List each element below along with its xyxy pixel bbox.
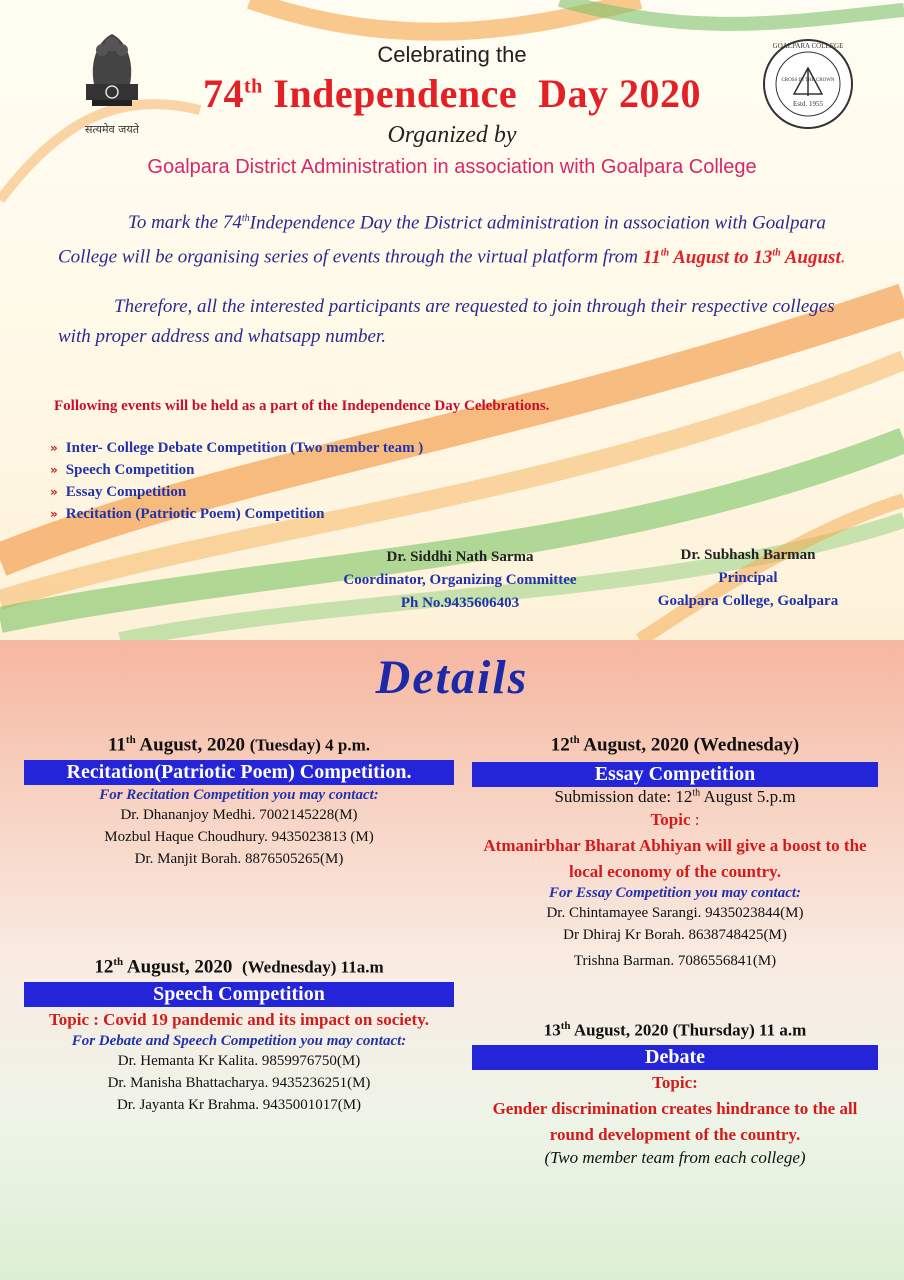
essay-title-bar: Essay Competition [472, 762, 878, 787]
bullet-icon: » [50, 441, 58, 455]
topic-label: Topic [650, 810, 691, 830]
signatory-phone: Ph No.9435606403 [400, 595, 520, 611]
events-heading: Following events will be held as a part of the Independence Day Celebrations. [54, 398, 550, 414]
submission-a: Submission date: 12 [554, 787, 693, 807]
essay-block [472, 734, 878, 972]
submission-sup: th [692, 787, 701, 799]
topic-colon: : [690, 810, 700, 830]
recitation-date [24, 734, 454, 756]
debate-block [472, 1020, 878, 1168]
seal-estd: Estd. 1955 [793, 100, 823, 108]
event-label: Essay Competition [65, 484, 187, 500]
association-line: Goalpara District Administration in association with Goalpara College [147, 156, 757, 178]
speech-topic: Topic : Covid 19 pandemic and its impact on society. [48, 1010, 430, 1030]
bullet-icon: » [50, 507, 58, 521]
bullet-icon: » [50, 485, 58, 499]
contact-line: Mozbul Haque Choudhury. 9435023813 (M) [104, 829, 374, 846]
date-range [643, 247, 841, 268]
speech-title-bar: Speech Competition [24, 982, 454, 1007]
signatory-name: Dr. Subhash Barman [680, 547, 816, 563]
intro-p1-end: . [840, 246, 846, 268]
date-range-b: August to 13 [669, 246, 773, 268]
recitation-block [24, 734, 454, 870]
recitation-contact-heading: For Recitation Competition you may contact: [99, 787, 379, 804]
essay-topic: Atmanirbhar Bharat Abhiyan will give a boost to the local economy of the country. [483, 836, 867, 882]
event-item [50, 440, 423, 457]
contact-line: Dr. Manjit Borah. 8876505265(M) [134, 851, 344, 868]
signatory-principal [628, 544, 868, 613]
event-label: Recitation (Patriotic Poem) Competition [65, 506, 325, 522]
debate-topic-label: Topic: [652, 1072, 698, 1092]
date-sup: th [560, 1020, 571, 1032]
organized-by: Organized by [387, 122, 517, 148]
essay-contact-heading: For Essay Competition you may contact: [548, 885, 802, 902]
date-day-num: 12 [94, 956, 114, 978]
recitation-title-bar: Recitation(Patriotic Poem) Competition. [24, 760, 454, 785]
signatory-role: Principal [718, 570, 778, 586]
intro-p1-a: To mark the 74 [128, 212, 242, 234]
details-heading: Details [375, 651, 529, 704]
event-label: Inter- College Debate Competition (Two member team ) [65, 440, 424, 456]
celebrating-text: Celebrating the [377, 42, 527, 67]
debate-topic: Gender discrimination creates hindrance to the all round development of the country. [492, 1098, 858, 1144]
date-text: August, 2020 [123, 956, 242, 978]
signatory-coordinator [300, 546, 620, 615]
speech-block [24, 956, 454, 1116]
date-text: August, 2020 (Wednesday) [579, 734, 800, 756]
signatory-org: Goalpara College, Goalpara [657, 593, 839, 609]
intro-paragraph-1 [58, 204, 858, 273]
date-text: August, 2020 (Thursday) 11 a.m [570, 1020, 807, 1040]
event-label: Speech Competition [65, 462, 195, 478]
intro-paragraph-2: Therefore, all the interested participants are requested to join through their respective colleges with proper address and whatsapp number. [58, 296, 835, 347]
emblem-motto: सत्यमेव जयते [84, 123, 139, 136]
date-range-sup2: th [772, 247, 781, 259]
date-day-num: 12 [550, 734, 570, 756]
date-day-num: 11 [107, 734, 126, 756]
date-range-a: 11 [642, 246, 661, 268]
poster-title [0, 70, 904, 117]
debate-note: (Two member team from each college) [544, 1147, 806, 1167]
date-day-num: 13 [543, 1020, 561, 1040]
speech-contact-heading: For Debate and Speech Competition you may contact: [71, 1033, 407, 1050]
date-sup: th [113, 956, 124, 968]
contact-line: Dr. Dhananjoy Medhi. 7002145228(M) [120, 807, 358, 824]
title-number: 74 [203, 71, 244, 116]
contact-line: Dr. Jayanta Kr Brahma. 9435001017(M) [116, 1097, 362, 1114]
contact-line: Dr. Manisha Bhattacharya. 9435236251(M) [107, 1075, 371, 1092]
contact-line: Dr. Chintamayee Sarangi. 9435023844(M) [546, 905, 804, 922]
essay-topic-label [472, 807, 878, 833]
seal-name: GOALPARA COLLEGE [772, 42, 844, 50]
signatory-name: Dr. Siddhi Nath Sarma [386, 549, 534, 565]
intro-p1-sup: th [241, 213, 250, 224]
speech-date [24, 956, 454, 978]
bullet-icon: » [50, 463, 58, 477]
date-weekday: (Tuesday) 4 p.m. [249, 735, 371, 755]
essay-submission [472, 787, 878, 807]
contact-line: Dr. Hemanta Kr Kalita. 9859976750(M) [117, 1053, 361, 1070]
title-rest: Independence Day 2020 [273, 71, 701, 116]
date-range-c: August [780, 246, 841, 268]
submission-b: August 5.p.m [700, 787, 796, 807]
date-text: August, 2020 [135, 734, 250, 756]
contact-line: Dr Dhiraj Kr Borah. 8638748425(M) [563, 927, 787, 944]
intro-p1-b: Independence Day the District administration in association with Goalpara College will be organising series of events through the virtual platform from [58, 212, 826, 268]
seal-motto: CROSS IN THE CROWN [781, 78, 835, 83]
date-sup: th [125, 734, 136, 746]
date-range-sup1: th [660, 247, 670, 259]
date-sup: th [569, 734, 580, 746]
contact-line: Trishna Barman. 7086556841(M) [573, 953, 777, 970]
date-weekday: (Wednesday) 11a.m [241, 957, 384, 977]
debate-date [472, 1020, 878, 1041]
event-item [50, 506, 324, 523]
event-item [50, 484, 186, 501]
signatory-role: Coordinator, Organizing Committee [343, 572, 577, 588]
title-sup: th [244, 75, 263, 98]
essay-date [472, 734, 878, 756]
debate-title-bar: Debate [472, 1045, 878, 1070]
event-item [50, 462, 195, 479]
